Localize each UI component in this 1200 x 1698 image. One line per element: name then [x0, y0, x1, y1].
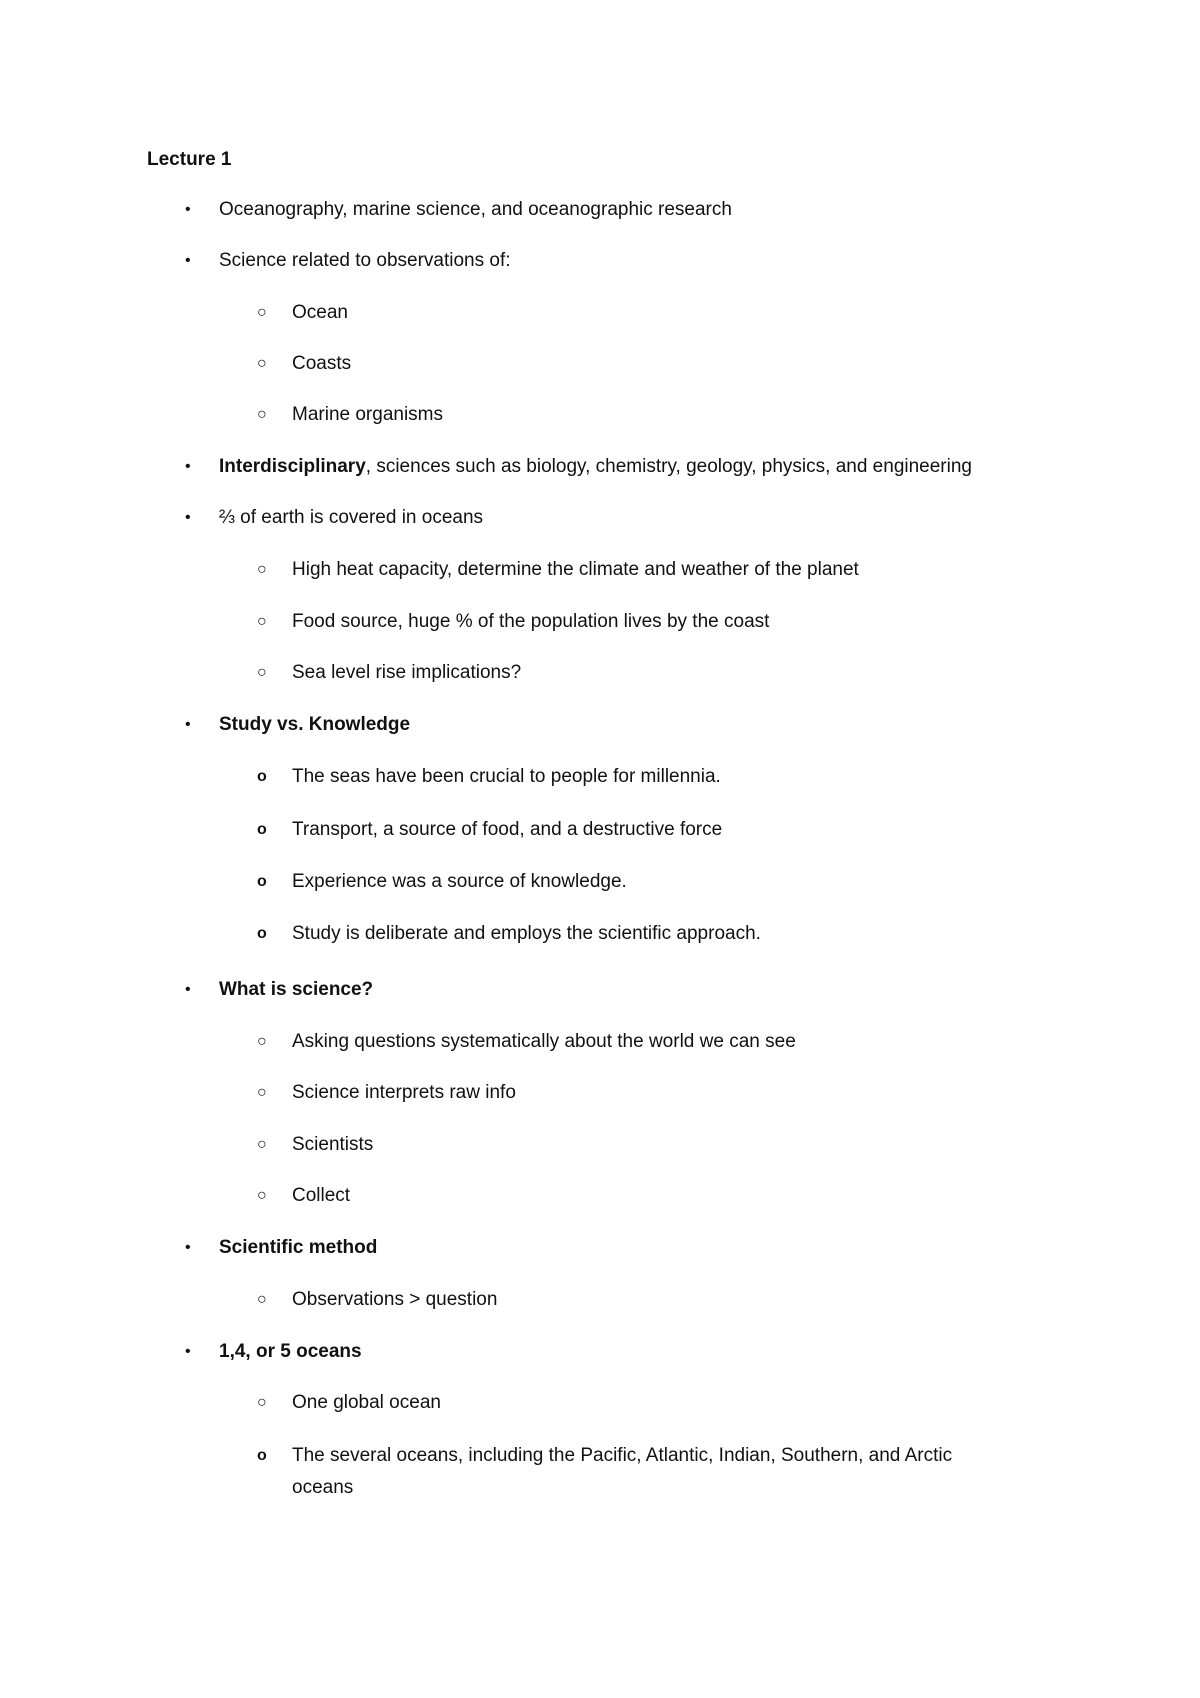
bullet-marker: • — [185, 201, 191, 218]
sub-bullet-marker: ○ — [257, 355, 267, 372]
list-item-rest: , sciences such as biology, chemistry, geology, physics, and engineering — [365, 456, 972, 477]
sub-bullet-marker: o — [257, 925, 267, 942]
sub-list-item-text: Coasts — [292, 353, 352, 374]
sub-list-item-text: Sea level rise implications? — [292, 662, 522, 683]
bullet-marker: • — [185, 981, 191, 998]
sub-bullet-marker: ○ — [257, 1033, 267, 1050]
sub-bullet-marker: o — [257, 821, 267, 838]
list-item-text: Oceanography, marine science, and oceanographic research — [219, 199, 732, 220]
list-item-text — [219, 455, 972, 479]
sub-list-item-text: Ocean — [292, 302, 348, 323]
sub-list-item-text: Scientists — [292, 1134, 374, 1155]
sub-list-item-text: The seas have been crucial to people for millennia. — [292, 766, 721, 787]
bullet-marker: • — [185, 509, 191, 526]
bullet-marker: • — [185, 716, 191, 733]
bullet-marker: • — [185, 1343, 191, 1360]
bullet-marker: • — [185, 252, 191, 269]
sub-bullet-marker: ○ — [257, 1136, 267, 1153]
sub-list-item-text: Study is deliberate and employs the scientific approach. — [292, 923, 761, 944]
sub-bullet-marker: ○ — [257, 561, 267, 578]
sub-list-item-text: Marine organisms — [292, 404, 443, 425]
sub-bullet-marker: o — [257, 1447, 267, 1464]
list-item-text: 1,4, or 5 oceans — [219, 1341, 362, 1362]
list-item-text: Science related to observations of: — [219, 250, 511, 271]
sub-list-item-text: Food source, huge % of the population lives by the coast — [292, 611, 770, 632]
bullet-marker: • — [185, 1239, 191, 1256]
sub-bullet-marker: ○ — [257, 1084, 267, 1101]
list-item-text: What is science? — [219, 979, 374, 1000]
sub-list-item-text: Collect — [292, 1185, 351, 1206]
sub-list-item-text: Science interprets raw info — [292, 1082, 516, 1103]
page-title: Lecture 1 — [147, 149, 232, 170]
list-item-text: Scientific method — [219, 1237, 378, 1258]
sub-list-item-text: One global ocean — [292, 1392, 441, 1413]
sub-list-item-text: High heat capacity, determine the climate and weather of the planet — [292, 559, 859, 580]
sub-bullet-marker: o — [257, 873, 267, 890]
sub-list-item-text: Experience was a source of knowledge. — [292, 871, 627, 892]
sub-bullet-marker: ○ — [257, 613, 267, 630]
sub-list-item-text: Asking questions systematically about the world we can see — [292, 1031, 796, 1052]
bullet-marker: • — [185, 458, 191, 475]
sub-bullet-marker: ○ — [257, 664, 267, 681]
sub-list-item-text: Observations > question — [292, 1289, 498, 1310]
sub-bullet-marker: ○ — [257, 406, 267, 423]
list-item-bold-label: Interdisciplinary — [219, 456, 366, 477]
sub-bullet-marker: o — [257, 768, 267, 785]
list-item-text: ⅔ of earth is covered in oceans — [219, 507, 484, 528]
sub-bullet-marker: ○ — [257, 1394, 267, 1411]
sub-list-item-text: Transport, a source of food, and a destructive force — [292, 819, 723, 840]
sub-bullet-marker: ○ — [257, 304, 267, 321]
sub-list-item-text: The several oceans, including the Pacific, Atlantic, Indian, Southern, and Arctic oceans — [292, 1445, 953, 1498]
sub-bullet-marker: ○ — [257, 1187, 267, 1204]
sub-bullet-marker: ○ — [257, 1291, 267, 1308]
list-item-text: Study vs. Knowledge — [219, 714, 411, 735]
